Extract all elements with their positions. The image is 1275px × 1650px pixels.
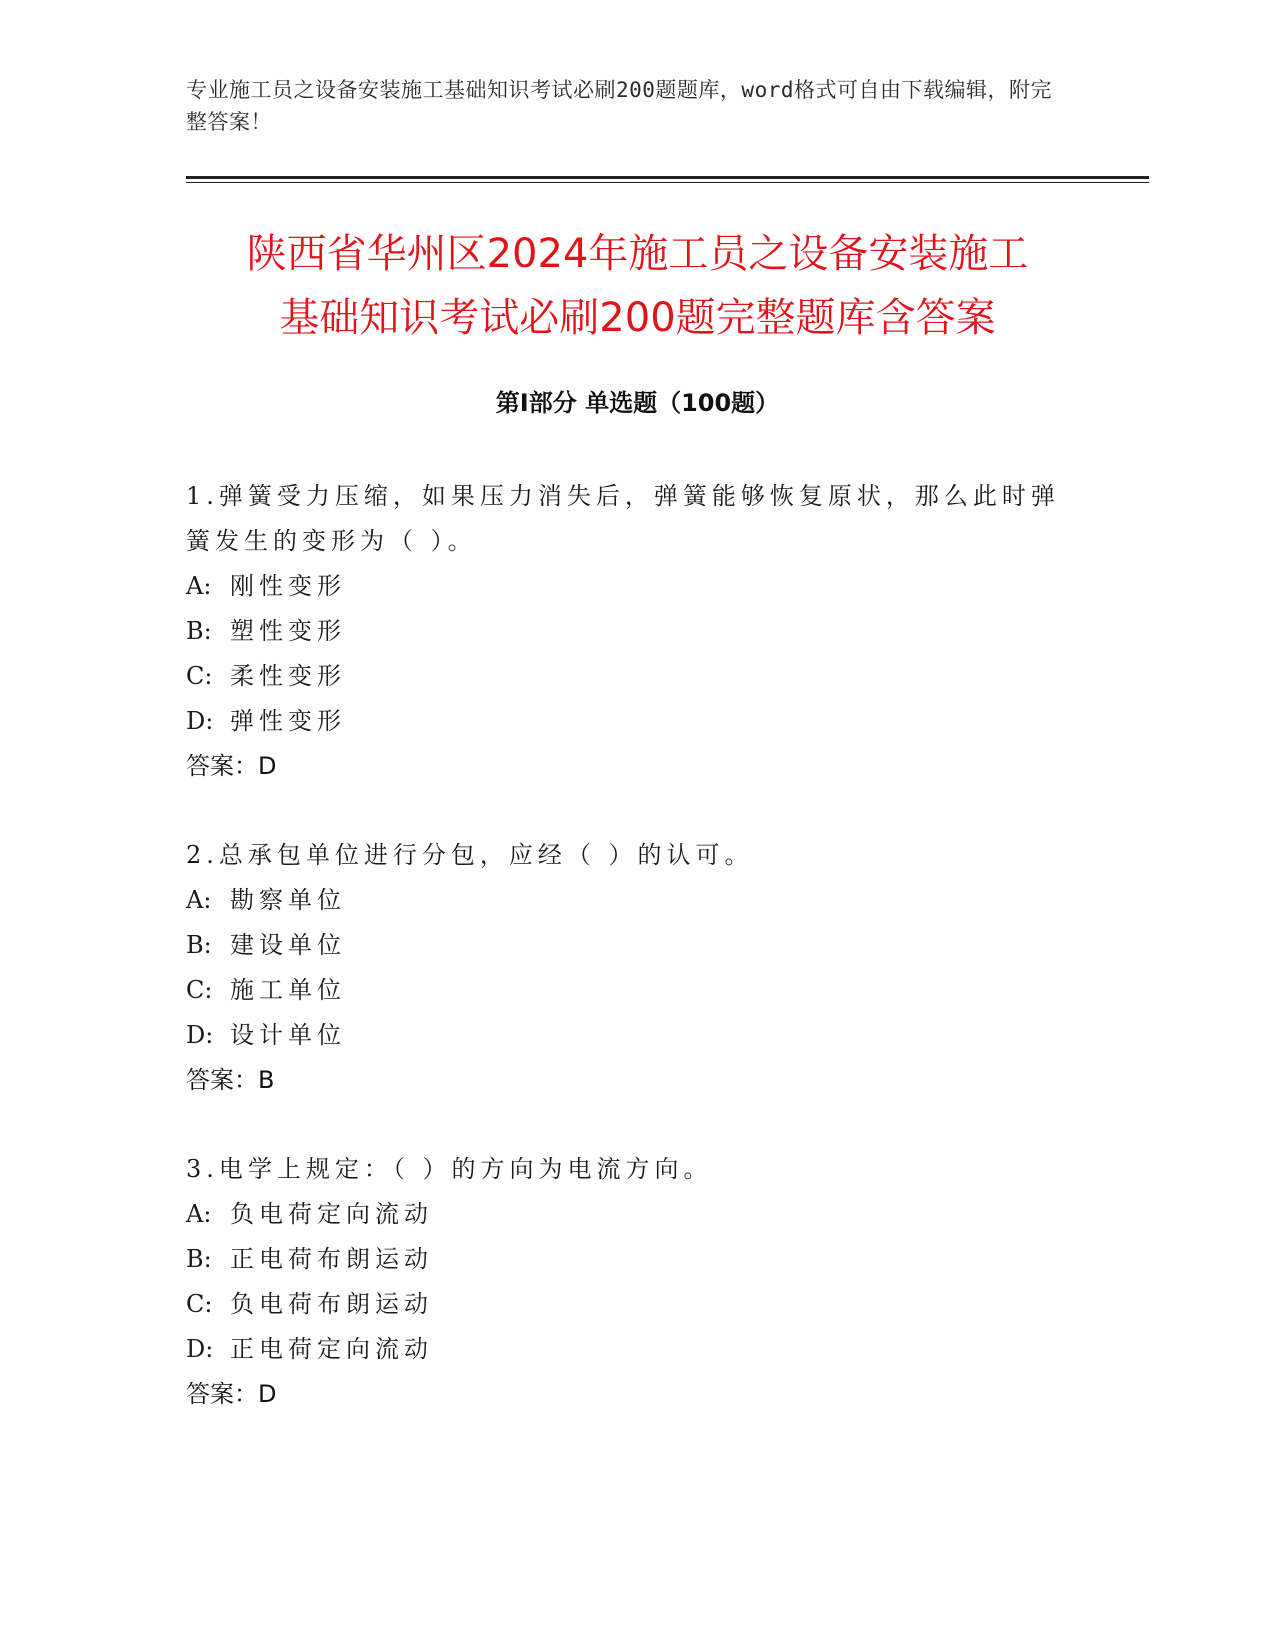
option-key: A: <box>186 1200 212 1228</box>
option-d <box>186 1327 1066 1372</box>
document-title <box>150 222 1125 350</box>
header-divider-thin <box>186 182 1149 183</box>
option-key: B: <box>186 1245 212 1273</box>
option-text: 弹性变形 <box>230 707 346 735</box>
question-item <box>186 833 1066 1103</box>
option-text: 负电荷定向流动 <box>230 1200 433 1228</box>
option-c <box>186 654 1066 699</box>
option-key: D: <box>186 707 214 735</box>
option-c <box>186 1282 1066 1327</box>
option-text: 设计单位 <box>230 1021 346 1049</box>
option-key: B: <box>186 617 212 645</box>
option-d <box>186 1013 1066 1058</box>
section-title: 第Ⅰ部分 单选题（100题） <box>495 389 780 417</box>
header-divider-thick <box>186 176 1149 179</box>
answer-line: 答案：D <box>186 752 277 780</box>
option-key: D: <box>186 1021 214 1049</box>
option-b <box>186 609 1066 654</box>
document-title-line1: 陕西省华州区2024年施工员之设备安装施工 <box>246 231 1029 277</box>
option-key: C: <box>186 976 213 1004</box>
option-b <box>186 1237 1066 1282</box>
question-item <box>186 1147 1066 1417</box>
question-stem: 1.弹簧受力压缩，如果压力消失后，弹簧能够恢复原状，那么此时弹簧发生的变形为（ ）。 <box>186 482 1060 555</box>
option-text: 正电荷布朗运动 <box>230 1245 433 1273</box>
answer-line: 答案：D <box>186 1380 277 1408</box>
option-a <box>186 564 1066 609</box>
option-key: D: <box>186 1335 214 1363</box>
option-text: 负电荷布朗运动 <box>230 1290 433 1318</box>
option-a <box>186 878 1066 923</box>
option-c <box>186 968 1066 1013</box>
document-title-line2: 基础知识考试必刷200题完整题库含答案 <box>279 295 996 341</box>
option-key: A: <box>186 572 212 600</box>
option-key: A: <box>186 886 212 914</box>
option-text: 刚性变形 <box>230 572 346 600</box>
option-text: 建设单位 <box>230 931 346 959</box>
option-key: B: <box>186 931 212 959</box>
option-d <box>186 699 1066 744</box>
option-key: C: <box>186 662 213 690</box>
option-text: 正电荷定向流动 <box>230 1335 433 1363</box>
option-text: 勘察单位 <box>230 886 346 914</box>
option-key: C: <box>186 1290 213 1318</box>
header-note: 专业施工员之设备安装施工基础知识考试必刷200题题库，word格式可自由下载编辑，附完整答案！ <box>186 78 1052 134</box>
question-item <box>186 474 1066 789</box>
option-b <box>186 923 1066 968</box>
option-text: 施工单位 <box>230 976 346 1004</box>
option-text: 柔性变形 <box>230 662 346 690</box>
answer-line: 答案：B <box>186 1066 275 1094</box>
option-text: 塑性变形 <box>230 617 346 645</box>
question-stem: 2.总承包单位进行分包，应经（ ）的认可。 <box>186 841 754 869</box>
question-list <box>186 474 1066 1461</box>
option-a <box>186 1192 1066 1237</box>
question-stem: 3.电学上规定：（ ）的方向为电流方向。 <box>186 1155 713 1183</box>
